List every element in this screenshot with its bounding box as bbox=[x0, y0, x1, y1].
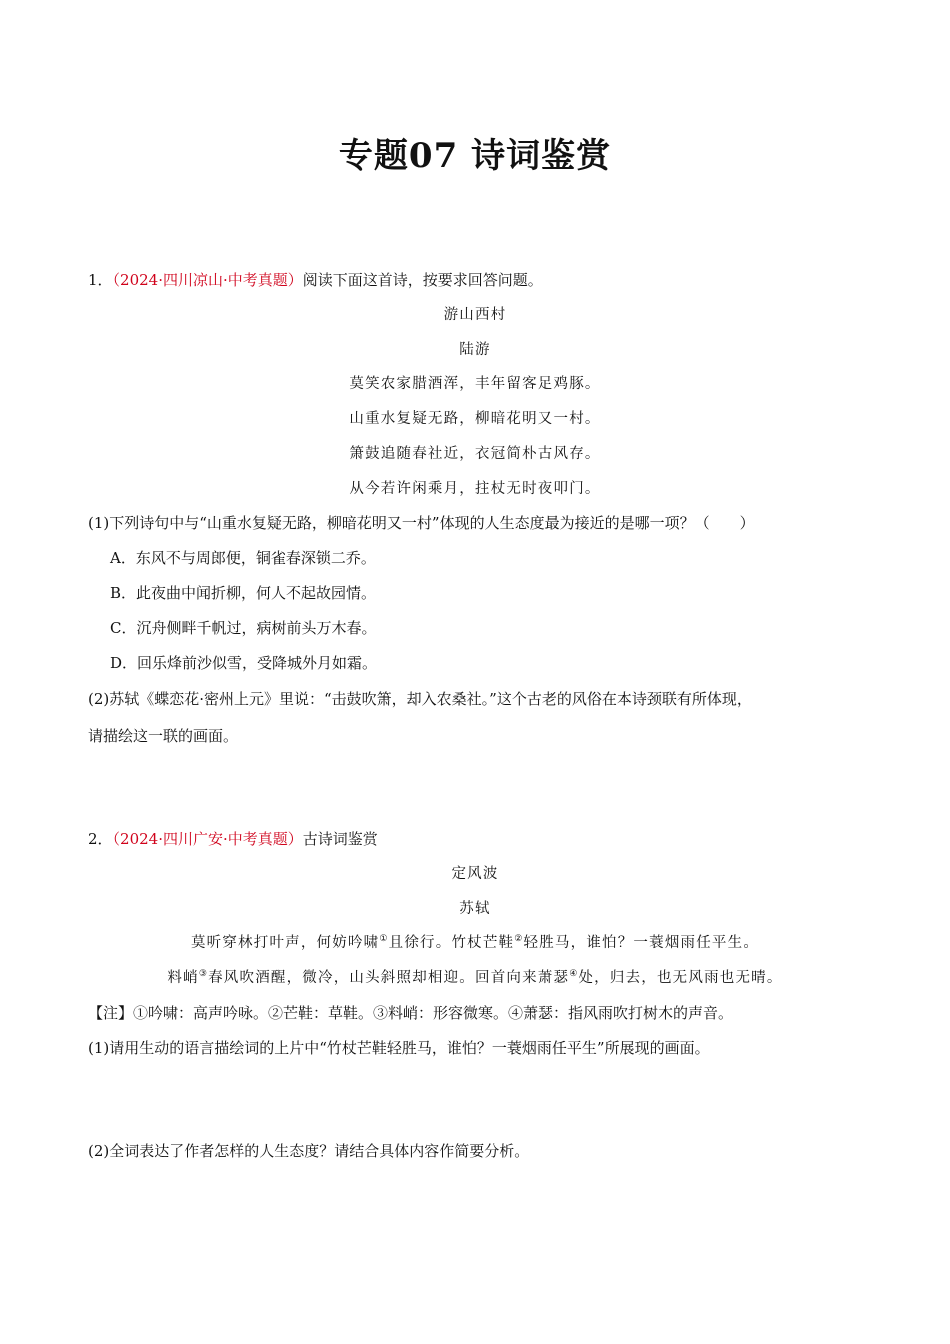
poem-text: 春风吹酒醒，微冷，山头斜照却相迎。回首向来萧瑟 bbox=[208, 970, 570, 986]
poem-line: 从今若许闲乘月，拄杖无时夜叩门。 bbox=[349, 481, 601, 497]
question-instruction: 古诗词鉴赏 bbox=[302, 830, 378, 848]
question-number: 2． bbox=[88, 830, 113, 848]
poem-author: 苏轼 bbox=[459, 901, 491, 917]
poem-line bbox=[0, 968, 950, 988]
sub-question-1: (1)请用生动的语言描绘词的上片中“竹杖芒鞋轻胜马，谁怕？一蓑烟雨任平生”所展现的画面。 bbox=[88, 1039, 710, 1057]
sub-question-2-cont: 请描绘这一联的画面。 bbox=[88, 727, 239, 745]
question-number: 1． bbox=[88, 271, 113, 289]
sub-question-2: (2)全词表达了作者怎样的人生态度？请结合具体内容作简要分析。 bbox=[88, 1142, 530, 1160]
poem-title: 定风波 bbox=[451, 866, 499, 882]
option-a: A．东风不与周郎便，铜雀春深锁二乔。 bbox=[110, 549, 376, 567]
poem-text: 料峭 bbox=[167, 970, 199, 986]
option-b: B．此夜曲中闻折柳，何人不起故园情。 bbox=[110, 584, 377, 602]
question-1-header bbox=[88, 270, 543, 290]
question-2-header bbox=[88, 829, 378, 849]
poem-line: 箫鼓追随春社近，衣冠简朴古风存。 bbox=[349, 446, 601, 462]
question-source: （2024·四川凉山·中考真题） bbox=[112, 271, 303, 289]
page-title: 专题07 诗词鉴赏 bbox=[338, 136, 612, 176]
poem-line: 山重水复疑无路，柳暗花明又一村。 bbox=[349, 411, 601, 427]
option-c: C．沉舟侧畔千帆过，病树前头万木春。 bbox=[110, 619, 377, 637]
footnote-marker: ④ bbox=[569, 969, 579, 980]
poem-line: 莫笑农家腊酒浑，丰年留客足鸡豚。 bbox=[349, 376, 601, 392]
poem-title: 游山西村 bbox=[443, 307, 507, 323]
sub-question-2: (2)苏轼《蝶恋花·密州上元》里说：“击鼓吹箫，却入农桑社。”这个古老的风俗在本诗颈联有所体现， bbox=[88, 690, 752, 708]
poem-line bbox=[0, 933, 950, 953]
poem-text: 轻胜马，谁怕？一蓑烟雨任平生。 bbox=[523, 935, 760, 951]
poem-author: 陆游 bbox=[459, 342, 491, 358]
question-instruction: 阅读下面这首诗，按要求回答问题。 bbox=[302, 271, 543, 289]
footnote-marker: ② bbox=[514, 934, 524, 945]
footnote-marker: ③ bbox=[198, 969, 209, 980]
sub-question-1: (1)下列诗句中与“山重水复疑无路，柳暗花明又一村”体现的人生态度最为接近的是哪一项？（ ） bbox=[88, 514, 755, 532]
poem-text: 且徐行。竹杖芒鞋 bbox=[388, 935, 515, 951]
question-source: （2024·四川广安·中考真题） bbox=[112, 830, 303, 848]
poem-text: 处，归去，也无风雨也无晴。 bbox=[578, 970, 783, 986]
footnote-marker: ① bbox=[379, 934, 389, 945]
option-d: D．回乐烽前沙似雪，受降城外月如霜。 bbox=[110, 654, 378, 672]
poem-text: 莫听穿林打叶声，何妨吟啸 bbox=[190, 935, 380, 951]
annotation-note: 【注】①吟啸：高声吟咏。②芒鞋：草鞋。③料峭：形容微寒。④萧瑟：指风雨吹打树木的声音。 bbox=[88, 1004, 734, 1022]
